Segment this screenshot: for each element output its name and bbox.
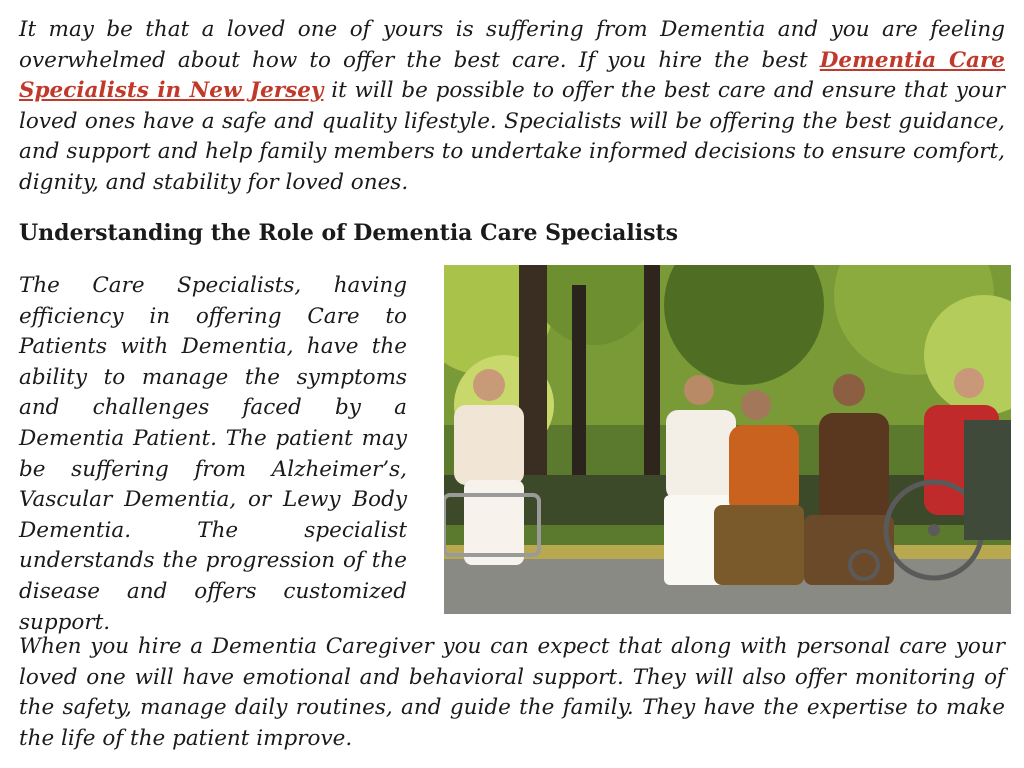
section-body-paragraph: The Care Specialists, having efficiency in offering Care to Patients with Dementia, have the ability to manage the symptoms and challenges faced by a Dementia Patient. The patient may be suffering from Alzheimer’s, Vascular Dementia, or Lewy Body Dementia. The specialist understands the progression of the disease and offers customized support. bbox=[19, 273, 407, 635]
intro-text-after: it will be possible to offer the best care and ensure that your loved ones have a safe and quality lifestyle. Specialists will be offering the best guidance, and support and help family members to undertake informed decisions to ensure comfort, dignity, and stability for loved ones. bbox=[19, 78, 1005, 195]
intro-paragraph bbox=[19, 15, 1005, 199]
intro-text-before: It may be that a loved one of yours is suffering from Dementia and you are feeling overwhelmed about how to offer the best care. If you hire the best bbox=[19, 17, 1005, 73]
elderly-group-photo bbox=[444, 265, 1011, 614]
closing-paragraph: When you hire a Dementia Caregiver you can expect that along with personal care your loved one will have emotional and behavioral support. They will also offer monitoring of the safety, manage daily routines, and guide the family. They have the expertise to make the life of the patient improve. bbox=[19, 634, 1005, 751]
section-heading: Understanding the Role of Dementia Care Specialists bbox=[19, 220, 679, 246]
dementia-care-specialists-link[interactable]: Dementia Care Specialists in New Jersey bbox=[19, 47, 1005, 104]
